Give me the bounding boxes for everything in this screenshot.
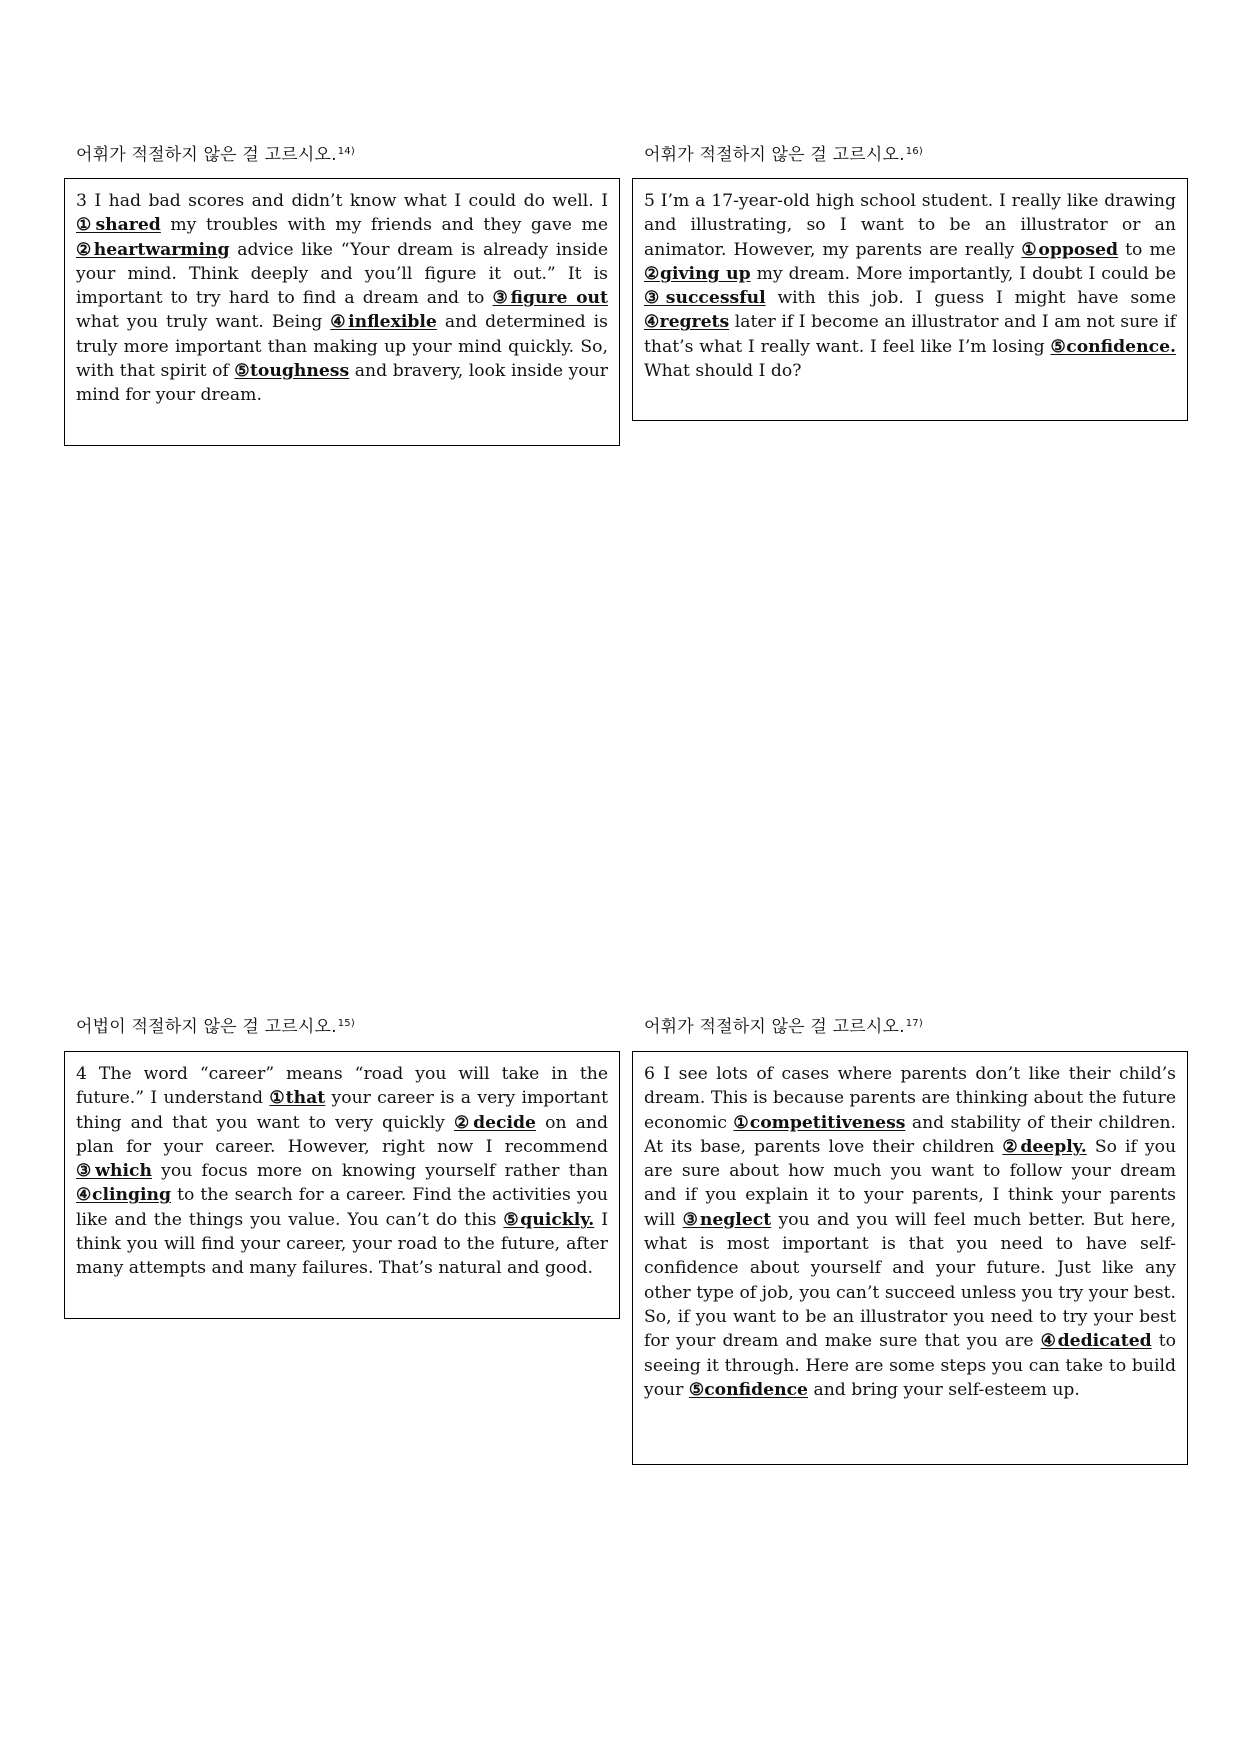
underlined-choice-3: ③figure out: [492, 288, 608, 309]
passage-segment: 3 I had bad scores and didn’t know what I could do well. I: [76, 191, 608, 211]
footnote-ref: 14): [337, 146, 355, 157]
passage-segment: and bring your self-esteem up.: [808, 1379, 1080, 1400]
underlined-choice-1: ①competitiveness: [733, 1112, 906, 1133]
underlined-choice-4: ④inflexible: [330, 312, 437, 333]
passage-segment: to seeing it through. Here are some steps you can take to build your: [644, 1331, 1176, 1400]
underlined-choice-4: ④regrets: [644, 312, 730, 333]
underlined-choice-2: ②decide: [454, 1112, 536, 1133]
footnote-ref: 17): [905, 1018, 923, 1029]
passage-segment: So if you are sure about how much you want to follow your dream and if you explain it to your parents, I think your parents will: [644, 1136, 1177, 1230]
underlined-choice-3: ③successful: [644, 288, 766, 309]
passage-segment: with this job. I guess I might have some: [765, 288, 1176, 309]
underlined-choice-1: ①that: [269, 1088, 326, 1109]
passage-text: [76, 189, 608, 408]
footnote-ref: 16): [905, 146, 923, 157]
passage-segment: my dream. More importantly, I doubt I could be: [750, 263, 1176, 284]
underlined-choice-1: ①opposed: [1021, 239, 1119, 260]
underlined-choice-5: ⑤confidence.: [1050, 336, 1176, 357]
underlined-choice-2: ②deeply.: [1002, 1136, 1087, 1157]
question-title-16: [644, 140, 923, 165]
passage-box-4: [64, 1051, 620, 1319]
passage-segment: to the search for a career. Find the activities you like and the things you value. You can’t do this: [76, 1185, 608, 1230]
passage-segment: and determined is truly more important than making up your mind quickly. So, with that spirit of: [76, 312, 608, 382]
passage-segment: your career is a very important thing and that you want to very quickly: [76, 1088, 608, 1133]
passage-segment: advice like “Your dream is already inside your mind. Think deeply and you’ll figure it out.” It is important to try hard to find a dream and to: [76, 239, 608, 309]
question-title-14: [76, 140, 355, 165]
underlined-choice-3: ③neglect: [682, 1209, 772, 1230]
passage-segment: 6 I see lots of cases where parents don’t like their child’s dream. This is because parents are thinking about the future economic: [644, 1064, 1176, 1133]
passage-text: [644, 1062, 1176, 1402]
passage-segment: on and plan for your career. However, right now I recommend: [76, 1112, 608, 1157]
passage-segment: and bravery, look inside your mind for your dream.: [76, 361, 608, 406]
underlined-choice-5: ⑤confidence: [688, 1379, 808, 1400]
passage-segment: to me: [1118, 239, 1176, 260]
underlined-choice-1: ①shared: [76, 215, 161, 236]
question-instruction: 어휘가 적절하지 않은 걸 고르시오.: [644, 1017, 905, 1037]
passage-segment: What should I do?: [644, 361, 802, 382]
underlined-choice-3: ③which: [76, 1161, 152, 1182]
underlined-choice-4: ④clinging: [76, 1185, 172, 1206]
passage-text: [76, 1062, 608, 1281]
passage-segment: I think you will find your career, your road to the future, after many attempts and many failures. That’s natural and good.: [76, 1209, 608, 1279]
underlined-choice-2: ②giving up: [644, 263, 751, 284]
passage-segment: my troubles with my friends and they gave me: [160, 215, 608, 236]
passage-box-6: [632, 1051, 1188, 1465]
underlined-choice-5: ⑤toughness: [234, 361, 350, 382]
underlined-choice-2: ②heartwarming: [76, 239, 230, 260]
passage-segment: 4 The word “career” means “road you will take in the future.” I understand: [76, 1064, 608, 1109]
passage-segment: later if I become an illustrator and I am not sure if that’s what I really want. I feel like I’m losing: [644, 312, 1176, 357]
footnote-ref: 15): [337, 1018, 355, 1029]
question-instruction: 어법이 적절하지 않은 걸 고르시오.: [76, 1017, 337, 1037]
passage-text: [644, 189, 1176, 383]
passage-segment: what you truly want. Being: [76, 312, 331, 333]
passage-segment: and stability of their children. At its base, parents love their children: [644, 1112, 1177, 1157]
passage-segment: 5 I’m a 17-year-old high school student. I really like drawing and illustrating, so I want to be an illustrator or an animator. However, my parents are really: [644, 191, 1176, 260]
underlined-choice-4: ④dedicated: [1040, 1331, 1152, 1352]
question-instruction: 어휘가 적절하지 않은 걸 고르시오.: [644, 145, 905, 165]
question-title-17: [644, 1012, 923, 1037]
passage-box-5: [632, 178, 1188, 421]
passage-segment: you focus more on knowing yourself rather than: [151, 1161, 608, 1182]
question-title-15: [76, 1012, 355, 1037]
passage-segment: you and you will feel much better. But here, what is most important is that you need to have self-confidence about yourself and your future. Just like any other type of job, you can’t succeed unless you try your best. So, if you want to be an illustrator you need to try your best for your dream and make sure that you are: [644, 1209, 1177, 1352]
question-instruction: 어휘가 적절하지 않은 걸 고르시오.: [76, 145, 337, 165]
underlined-choice-5: ⑤quickly.: [503, 1209, 595, 1230]
passage-box-3: [64, 178, 620, 446]
